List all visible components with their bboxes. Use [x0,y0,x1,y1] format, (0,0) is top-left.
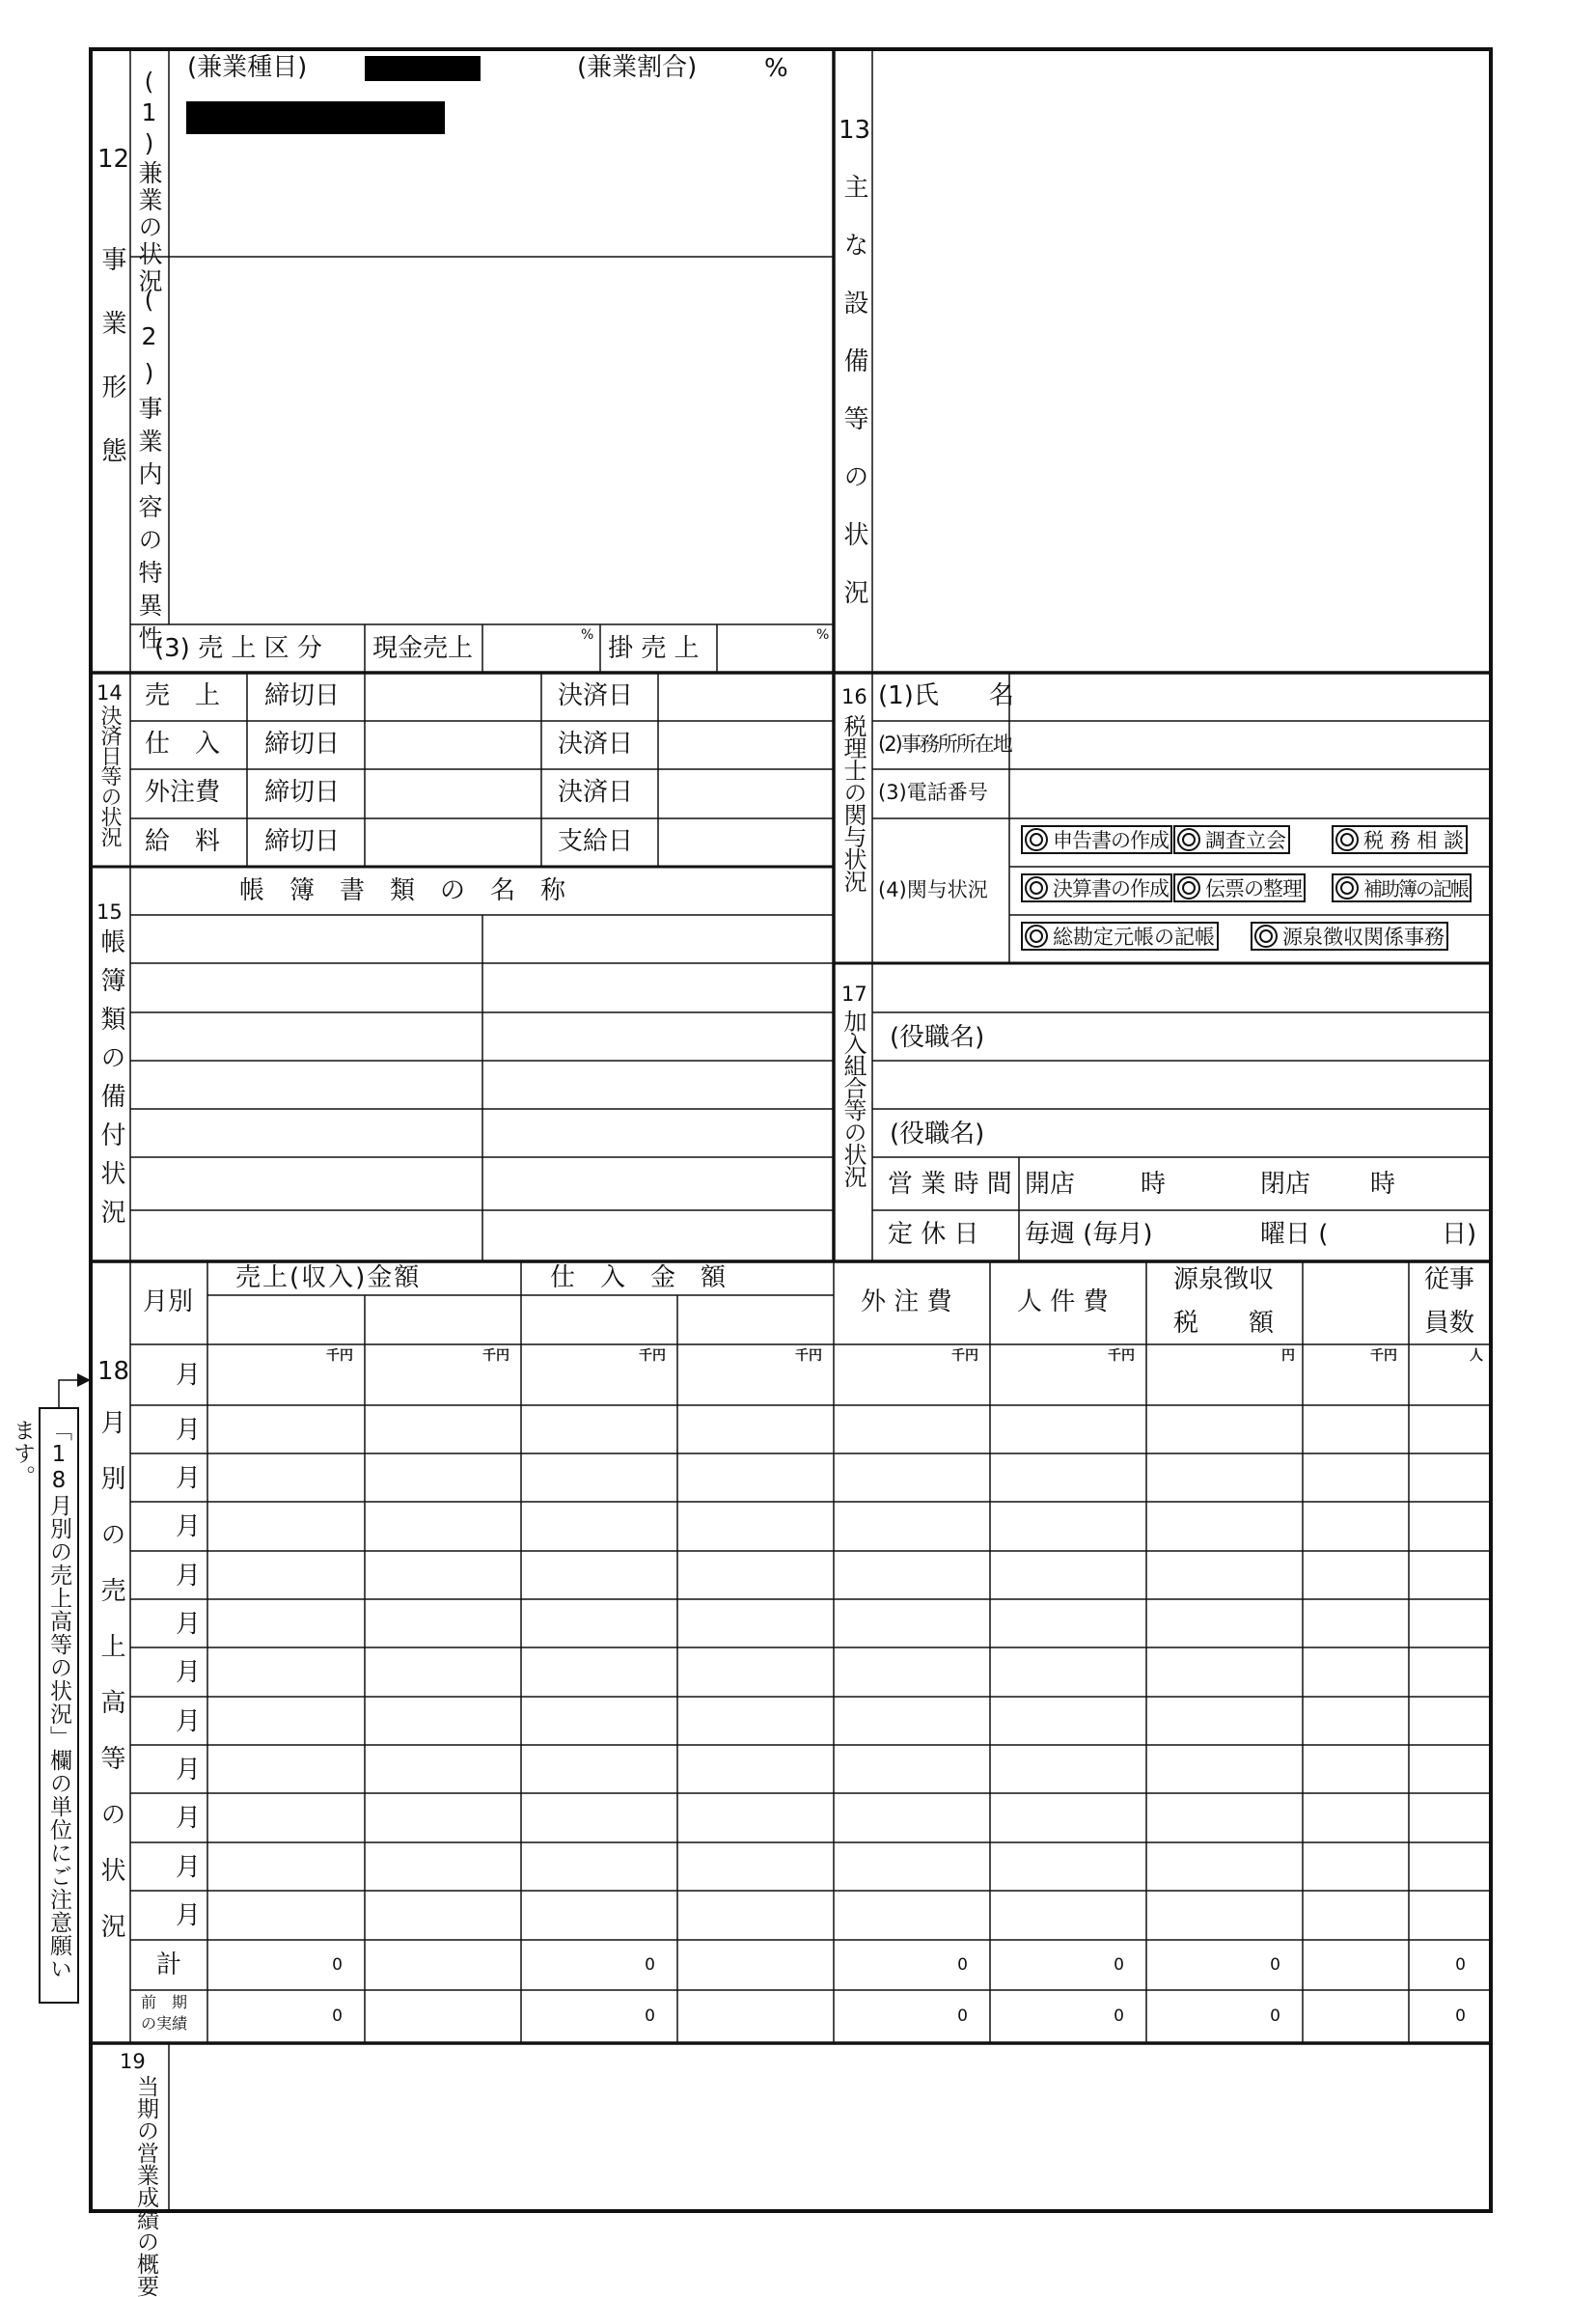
heiten-ji: 時 [1370,1170,1396,1199]
month-label: 月 [176,1512,202,1541]
kanyo-option-denpyo: 伝票の整理 [1173,873,1306,902]
unit-purchase-1: 千円 [639,1348,666,1364]
purchase-header: 仕 入 金 額 [550,1263,727,1292]
genkin-uriage-label: 現金売上 [372,634,474,663]
month-label: 月 [176,1464,202,1493]
shikyu-label: 支給日 [558,827,634,856]
kengyo-wariai-label: (兼業割合) [577,53,698,82]
kessai-label: 決済日 [558,681,634,710]
prev-purchase: 0 [645,2006,655,2026]
circle-icon [1177,876,1200,899]
sec18-title: 月別の売上高等の状況 [96,1409,125,1969]
month-label: 月 [176,1804,202,1833]
unit-purchase-2: 千円 [795,1348,822,1364]
unit-gensen: 円 [1281,1348,1295,1364]
uriage-kubun-label: (3) 売 上 区 分 [154,634,322,663]
total-jugyo: 0 [1455,1955,1466,1975]
circle-icon [1025,828,1048,851]
sec16-title: 税理士の関与状況 [839,714,867,892]
kaiten-ji: 時 [1141,1170,1167,1199]
zeirishi-name-label: (1)氏 名 [878,681,1014,710]
unit-col8: 千円 [1370,1348,1397,1364]
shimekiri-label: 締切日 [264,778,341,807]
sales-header: 売上(収入)金額 [235,1263,422,1292]
total-gensen: 0 [1270,1955,1280,1975]
shimekiri-label: 締切日 [264,681,341,710]
circle-icon [1335,828,1359,851]
circle-icon [1025,925,1048,948]
gensen-header-1: 源泉徴収 [1173,1265,1275,1294]
sec19-number: 19 [120,2050,146,2073]
month-label: 月 [176,1610,202,1639]
unit-sales-1: 千円 [326,1348,353,1364]
prev-gensen: 0 [1270,2006,1280,2026]
jinken-header: 人 件 費 [1017,1287,1109,1316]
sec17-title: 加入組合等の状況 [839,1010,867,1187]
chobo-header: 帳 簿 書 類 の 名 称 [239,876,566,905]
kanyo-option-kessansho: 決算書の作成 [1021,873,1172,902]
month-col-header: 月別 [143,1287,194,1316]
maishu-label: 毎週 (毎月) [1025,1220,1153,1249]
circle-icon [1177,828,1200,851]
shimekiri-label: 締切日 [264,730,341,759]
unit-gaichu: 千円 [951,1348,978,1364]
sec14-number: 14 [96,681,123,705]
sec17-number: 17 [841,982,867,1006]
total-purchase: 0 [645,1955,655,1975]
kessai-label: 決済日 [558,778,634,807]
kake-pct: % [816,627,830,643]
month-label: 月 [176,1756,202,1785]
kengyo-wariai-pct: % [764,54,788,83]
jugyo-header-1: 従事 [1424,1265,1475,1294]
kake-uriage-label: 掛 売 上 [608,634,700,663]
kanyo-option-sokanjo: 総勘定元帳の記帳 [1021,922,1219,951]
heiten-label: 閉店 [1260,1170,1311,1199]
total-gaichu: 0 [957,1955,968,1975]
total-jinken: 0 [1114,1955,1124,1975]
kessai-row-label: 売 上 [145,681,221,710]
prev-jugyo: 0 [1455,2006,1466,2026]
redaction-bar [186,101,445,134]
redaction-bar [365,56,481,81]
genkin-pct: % [581,627,594,643]
yakushoku-label: (役職名) [890,1023,985,1052]
zeirishi-office-label: (2)事務所所在地 [878,733,1011,756]
sec15-number: 15 [96,900,123,924]
unit-jugyo: 人 [1470,1348,1483,1364]
kanyo-option-hojobo: 補助簿の記帳 [1332,873,1472,902]
prev-gaichu: 0 [957,2006,968,2026]
prev-label-2: の実績 [141,2014,188,2033]
month-label: 月 [176,1658,202,1687]
month-label: 月 [176,1707,202,1736]
nichi-label: 日) [1442,1220,1477,1249]
sec13-number: 13 [839,116,871,145]
sec14-title: 決済日等の状況 [97,705,122,846]
unit-caution-note: 「18月別の売上高等の状況」欄の単位にご注意願います。 [39,1407,79,2004]
unit-sales-2: 千円 [482,1348,509,1364]
kaiten-label: 開店 [1025,1170,1076,1199]
kanyo-option-shinkokusho: 申告書の作成 [1021,825,1172,854]
sec12-number: 12 [97,145,130,174]
kanyo-option-chosa: 調査立会 [1173,825,1290,854]
sec13-title: 主な設備等の状況 [839,174,868,637]
kanyo-option-zeimu-sodan: 税 務 相 談 [1332,825,1468,854]
gensen-header-2: 税 額 [1173,1309,1275,1338]
sec12-sub1-label: (1)兼業の状況 [135,68,163,295]
kanyo-option-gensen: 源泉徴収関係事務 [1251,922,1448,951]
circle-icon [1335,876,1359,899]
kessai-label: 決済日 [558,730,634,759]
sec12-title: 事業形態 [97,246,126,501]
prev-label-1: 前 期 [141,1993,188,2011]
total-sales: 0 [332,1955,343,1975]
unit-jinken: 千円 [1108,1348,1135,1364]
month-label: 月 [176,1562,202,1591]
eigyo-jikan-label: 営 業 時 間 [888,1170,1012,1199]
prev-sales: 0 [332,2006,343,2026]
sec18-number: 18 [97,1357,130,1386]
sec16-number: 16 [841,685,867,708]
circle-icon [1254,925,1278,948]
month-label: 月 [176,1901,202,1930]
month-label: 月 [176,1853,202,1882]
kanyo-label: (4)関与状況 [878,878,988,901]
prev-jinken: 0 [1114,2006,1124,2026]
sec12-sub2-label: (2)事業内容の特異性 [135,286,163,658]
sec15-title: 帳簿類の備付状況 [96,928,125,1237]
shimekiri-label: 締切日 [264,827,341,856]
kessai-row-label: 給 料 [145,827,221,856]
youbi-label: 曜日 ( [1260,1220,1329,1249]
yakushoku-label: (役職名) [890,1120,985,1148]
kessai-row-label: 外注費 [145,778,221,807]
jugyo-header-2: 員数 [1424,1309,1475,1338]
total-label: 計 [156,1951,182,1979]
sec19-title: 当期の営業成績の概要 [133,2075,158,2297]
month-label: 月 [176,1361,202,1390]
kessai-row-label: 仕 入 [145,730,221,759]
kengyo-shumoku-label: (兼業種目) [187,53,308,82]
zeirishi-phone-label: (3)電話番号 [878,781,988,804]
teikyu-label: 定 休 日 [888,1220,979,1249]
month-label: 月 [176,1416,202,1445]
circle-icon [1025,876,1048,899]
gaichu-header: 外 注 費 [861,1287,952,1316]
